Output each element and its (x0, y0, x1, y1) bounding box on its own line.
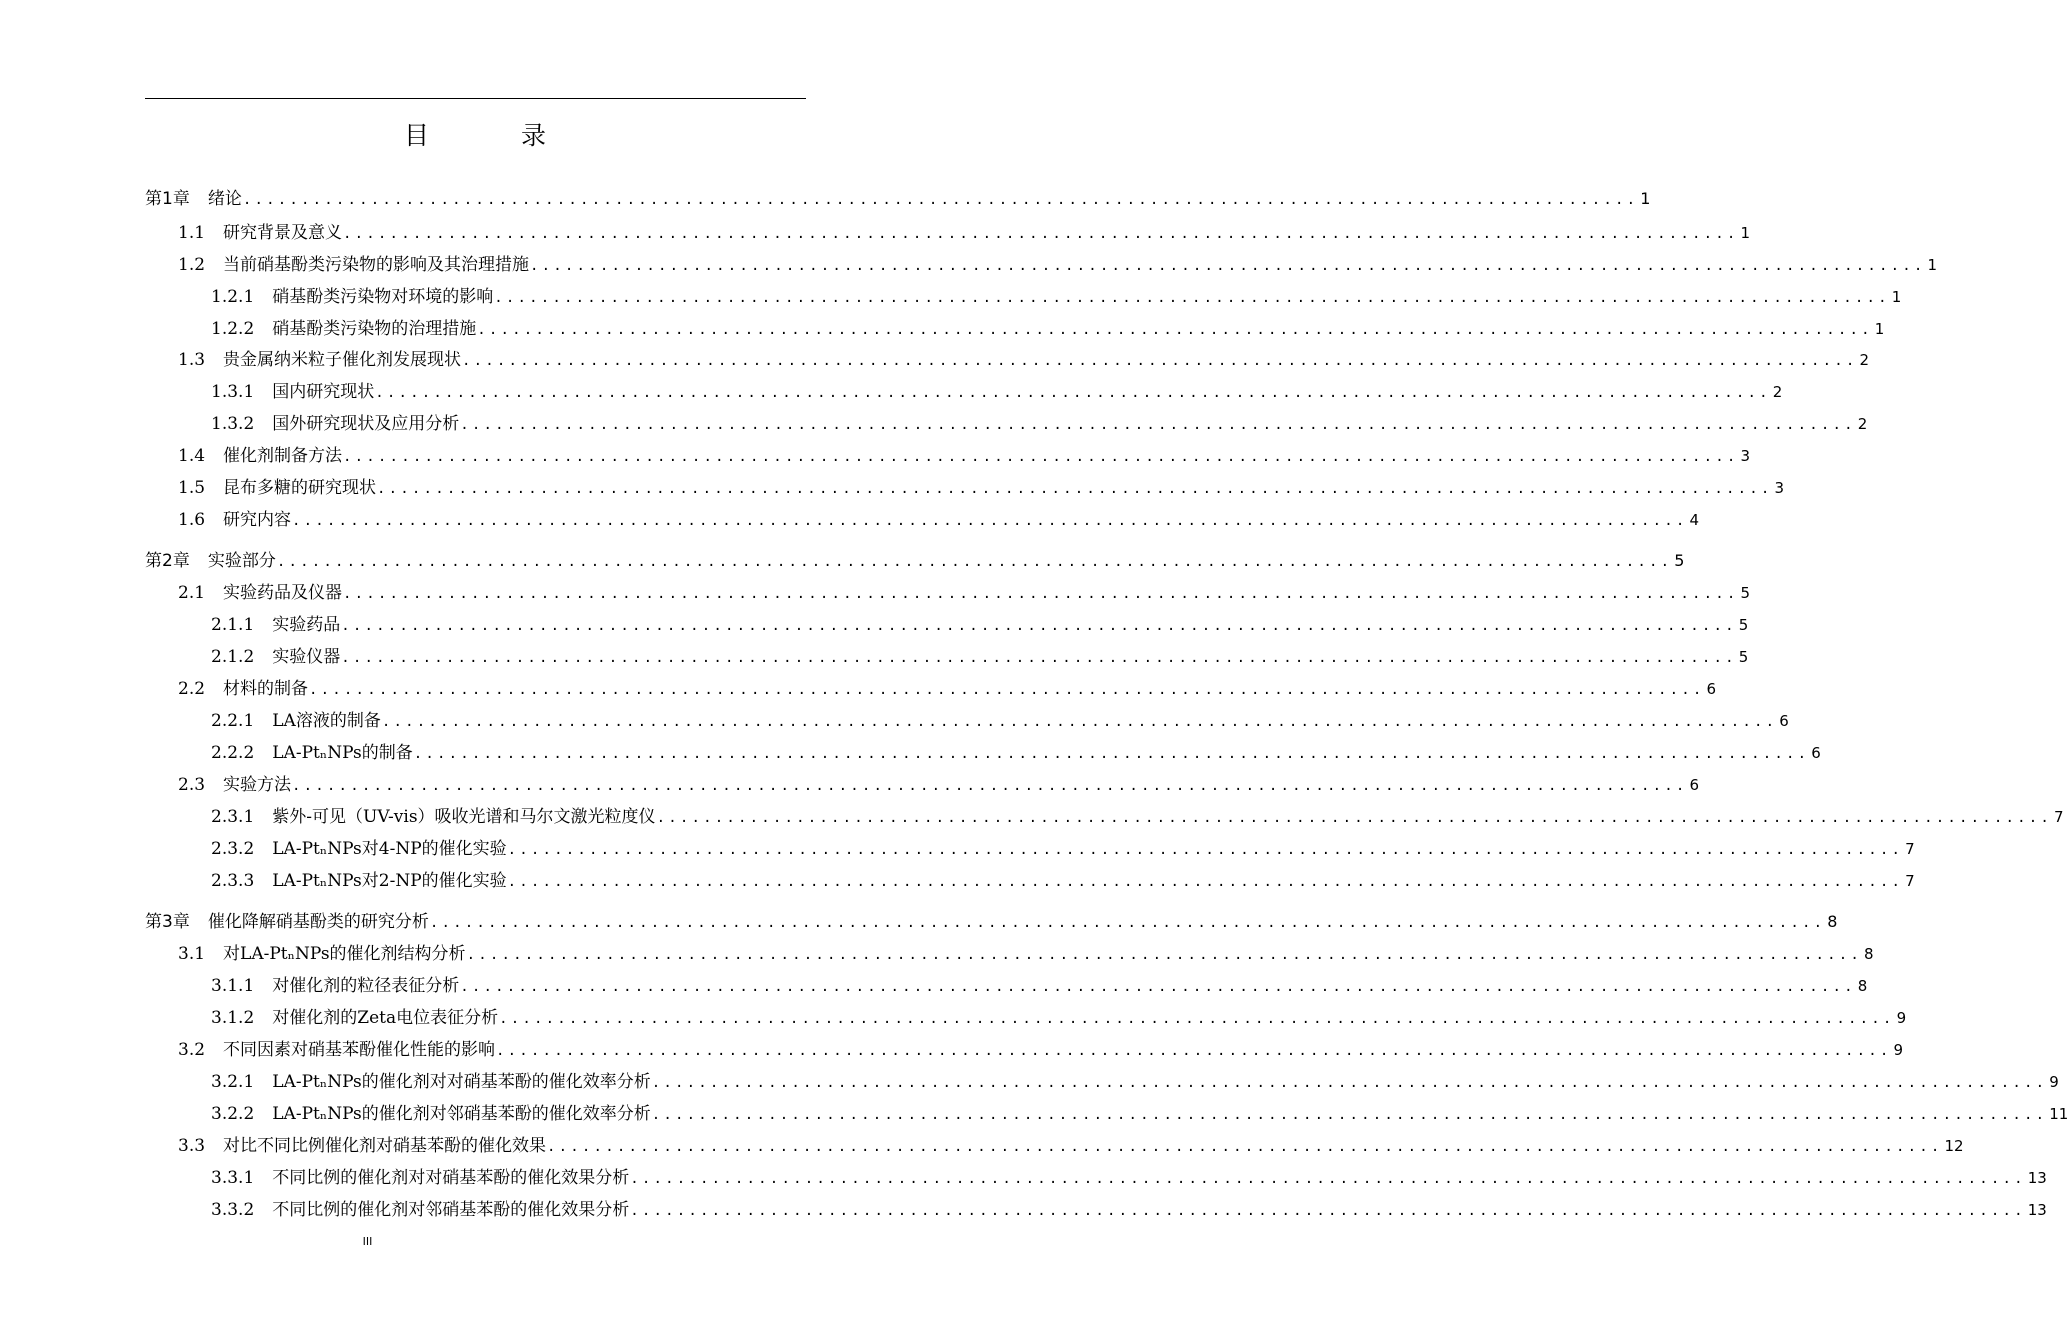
toc-entry-1-3-1[interactable] (211, 377, 1783, 402)
toc-leader: ........................................................................................................................ (292, 778, 1688, 794)
toc-leader: ........................................................................................................................ (460, 417, 1856, 433)
toc-leader: ........................................................................................................................ (343, 226, 1739, 242)
toc-leader: ........................................................................................................................ (242, 192, 1639, 208)
toc-entry-2[interactable] (145, 546, 1685, 571)
toc-page: 7 (1905, 872, 1915, 890)
toc-page: 13 (2027, 1169, 2047, 1187)
toc-entry-1-1[interactable] (178, 218, 1751, 243)
toc-number: 3.3.1 (211, 1168, 255, 1188)
toc-number: 2.2.2 (211, 743, 255, 763)
toc-number: 2.3.2 (211, 839, 255, 859)
toc-leader: ........................................................................................................................ (375, 385, 1771, 401)
toc-leader: ........................................................................................................................ (507, 842, 1904, 858)
toc-entry-1-4[interactable] (178, 441, 1751, 466)
toc-number: 3.1.2 (211, 1008, 255, 1028)
toc-page: 8 (1827, 912, 1838, 931)
toc-entry-1-6[interactable] (178, 505, 1700, 530)
toc-number: 2.1.1 (211, 615, 255, 635)
toc-page: 5 (1738, 616, 1749, 634)
toc-entry-2-2-2[interactable] (211, 738, 1821, 763)
toc-number: 3.2.1 (211, 1072, 255, 1092)
toc-page: 2 (1859, 351, 1870, 369)
toc-number: 1.4 (178, 446, 206, 466)
toc-number: 2.1.2 (211, 647, 255, 667)
toc-page: 9 (2049, 1073, 2059, 1091)
toc-number: 2.3 (178, 775, 206, 795)
toc-page: 7 (1905, 840, 1915, 858)
toc-page: 9 (1893, 1041, 1904, 1059)
toc-entry-3-1[interactable] (178, 939, 1874, 964)
toc-leader: ........................................................................................................................ (462, 353, 1858, 369)
toc-leader: ........................................................................................................................ (630, 1171, 2026, 1187)
toc-number: 第1章 (145, 189, 190, 209)
toc-number: 2.3.1 (211, 807, 255, 827)
toc-number: 1.3 (178, 350, 206, 370)
toc-number: 1.2.1 (211, 287, 255, 307)
toc-page: 6 (1689, 776, 1700, 794)
toc-page: 5 (1674, 551, 1685, 570)
toc-entry-2-2[interactable] (178, 674, 1717, 699)
toc-entry-1-5[interactable] (178, 473, 1785, 498)
toc-number: 1.5 (178, 478, 206, 498)
toc-number: 第2章 (145, 551, 190, 571)
toc-title: 不同比例的催化剂对对硝基苯酚的催化效果分析 (272, 1168, 630, 1188)
toc-page: 9 (1896, 1009, 1907, 1027)
toc-page: 6 (1706, 680, 1717, 698)
toc-entry-2-3[interactable] (178, 770, 1700, 795)
toc-title: 硝基酚类污染物对环境的影响 (272, 287, 494, 307)
toc-leader: ........................................................................................................................ (377, 481, 1773, 497)
toc-entry-3-2-1[interactable] (211, 1067, 2059, 1092)
header-rule (145, 98, 806, 99)
toc-entry-2-2-1[interactable] (211, 706, 1789, 731)
toc-leader: ........................................................................................................................ (292, 513, 1688, 529)
toc-page: 6 (1779, 712, 1789, 730)
toc-leader: ........................................................................................................................ (429, 915, 1826, 931)
toc-entry-3-2-2[interactable] (211, 1099, 2068, 1124)
toc-leader: ........................................................................................................................ (466, 947, 1863, 963)
toc-entry-1-3[interactable] (178, 345, 1870, 370)
toc-leader: ........................................................................................................................ (499, 1011, 1895, 1027)
toc-title: 国外研究现状及应用分析 (272, 414, 460, 434)
toc-entry-2-1-2[interactable] (211, 642, 1749, 667)
footer-page-number: III (362, 1235, 373, 1248)
toc-page: 8 (1864, 945, 1874, 963)
toc-title: LA-PtₙNPs的催化剂对邻硝基苯酚的催化效率分析 (272, 1104, 651, 1124)
toc-page: 1 (1640, 189, 1651, 208)
toc-number: 3.1.1 (211, 976, 255, 996)
toc-page: 11 (2049, 1105, 2068, 1123)
toc-leader: ........................................................................................................................ (343, 586, 1739, 602)
toc-title: 对比不同比例催化剂对硝基苯酚的催化效果 (223, 1136, 547, 1156)
toc-title: 材料的制备 (223, 679, 309, 699)
toc-leader: ........................................................................................................................ (381, 714, 1778, 730)
toc-number: 3.3.2 (211, 1200, 255, 1220)
toc-title: 绪论 (207, 189, 242, 209)
toc-title: LA-PtₙNPs的制备 (272, 743, 413, 763)
toc-title: 贵金属纳米粒子催化剂发展现状 (223, 350, 462, 370)
toc-page: 1 (1891, 288, 1902, 306)
toc-title: 硝基酚类污染物的治理措施 (272, 319, 477, 339)
toc-entry-3-1-2[interactable] (211, 1003, 1907, 1028)
toc-title: 对催化剂的粒径表征分析 (272, 976, 460, 996)
toc-leader: ........................................................................................................................ (651, 1075, 2048, 1091)
toc-page: 2 (1857, 415, 1868, 433)
toc-leader: ........................................................................................................................ (530, 258, 1926, 274)
toc-number: 2.1 (178, 583, 206, 603)
toc-title: 紫外-可见（UV-vis）吸收光谱和马尔文激光粒度仪 (272, 807, 656, 827)
toc-leader: ........................................................................................................................ (309, 682, 1705, 698)
toc-leader: ........................................................................................................................ (547, 1139, 1943, 1155)
toc-entry-1-2[interactable] (178, 250, 1938, 275)
toc-page: 1 (1740, 224, 1751, 242)
toc-number: 2.2.1 (211, 711, 255, 731)
toc-entry-1-2-2[interactable] (211, 314, 1885, 339)
toc-page: 1 (1927, 256, 1938, 274)
toc-title: 对LA-PtₙNPs的催化剂结构分析 (223, 944, 466, 964)
toc-title: 催化降解硝基酚类的研究分析 (207, 912, 429, 932)
toc-entry-2-1-1[interactable] (211, 610, 1749, 635)
toc-leader: ........................................................................................................................ (656, 810, 2053, 826)
toc-number: 1.3.1 (211, 382, 255, 402)
toc-page: 4 (1689, 511, 1700, 529)
toc-page: 5 (1740, 584, 1751, 602)
toc-number: 1.2.2 (211, 319, 255, 339)
toc-title: 不同因素对硝基苯酚催化性能的影响 (223, 1040, 496, 1060)
toc-page: 12 (1944, 1137, 1964, 1155)
toc-title: 不同比例的催化剂对邻硝基苯酚的催化效果分析 (272, 1200, 630, 1220)
toc-title: LA溶液的制备 (272, 711, 381, 731)
toc-entry-3-3-2[interactable] (211, 1195, 2047, 1220)
toc-title: 催化剂制备方法 (223, 446, 343, 466)
toc-page: 3 (1740, 447, 1751, 465)
toc-number: 第3章 (145, 912, 190, 932)
toc-title: LA-PtₙNPs的催化剂对对硝基苯酚的催化效率分析 (272, 1072, 651, 1092)
toc-title: 实验方法 (223, 775, 292, 795)
toc-entry-1-2-1[interactable] (211, 282, 1902, 307)
toc-number: 3.2.2 (211, 1104, 255, 1124)
toc-leader: ........................................................................................................................ (341, 650, 1737, 666)
toc-title: 实验部分 (207, 551, 276, 571)
toc-leader: ........................................................................................................................ (630, 1203, 2026, 1219)
toc-entry-3[interactable] (145, 907, 1838, 932)
toc-entry-3-3-1[interactable] (211, 1163, 2047, 1188)
toc-leader: ........................................................................................................................ (494, 290, 1890, 306)
toc-leader: ........................................................................................................................ (496, 1043, 1892, 1059)
toc-title: 研究背景及意义 (223, 223, 343, 243)
toc-number: 1.6 (178, 510, 206, 530)
toc-page: 2 (1772, 383, 1783, 401)
toc-number: 3.3 (178, 1136, 206, 1156)
toc-leader: ........................................................................................................................ (413, 746, 1810, 762)
toc-title: 研究内容 (223, 510, 292, 530)
toc-page: 1 (1874, 320, 1885, 338)
toc-entry-2-3-3[interactable] (211, 866, 1915, 891)
toc-title: 实验药品及仪器 (223, 583, 343, 603)
toc-entry-3-2[interactable] (178, 1035, 1904, 1060)
page-title: 目 录 (404, 121, 588, 150)
toc-page: 8 (1857, 977, 1868, 995)
toc-title: 当前硝基酚类污染物的影响及其治理措施 (223, 255, 530, 275)
toc-number: 1.2 (178, 255, 206, 275)
toc-leader: ........................................................................................................................ (477, 322, 1873, 338)
toc-title: LA-PtₙNPs对4-NP的催化实验 (272, 839, 507, 859)
toc-title: 实验药品 (272, 615, 341, 635)
toc-entry-3-1-1[interactable] (211, 971, 1868, 996)
toc-entry-1-3-2[interactable] (211, 409, 1868, 434)
toc-page: 5 (1738, 648, 1749, 666)
toc-number: 1.1 (178, 223, 206, 243)
toc-title: LA-PtₙNPs对2-NP的催化实验 (272, 871, 507, 891)
toc-page: 13 (2027, 1201, 2047, 1219)
toc-entry-2-3-2[interactable] (211, 834, 1915, 859)
toc-title: 昆布多糖的研究现状 (223, 478, 377, 498)
toc-page: 7 (2054, 808, 2064, 826)
toc-title: 实验仪器 (272, 647, 341, 667)
toc-entry-1[interactable] (145, 184, 1651, 209)
toc-entry-2-1[interactable] (178, 578, 1751, 603)
toc-number: 2.3.3 (211, 871, 255, 891)
toc-entry-2-3-1[interactable] (211, 802, 2064, 827)
toc-leader: ........................................................................................................................ (341, 618, 1737, 634)
toc-title: 国内研究现状 (272, 382, 375, 402)
toc-number: 3.2 (178, 1040, 206, 1060)
toc-number: 3.1 (178, 944, 206, 964)
toc-number: 2.2 (178, 679, 206, 699)
toc-leader: ........................................................................................................................ (460, 979, 1856, 995)
toc-leader: ........................................................................................................................ (276, 554, 1673, 570)
toc-leader: ........................................................................................................................ (343, 449, 1739, 465)
toc-title: 对催化剂的Zeta电位表征分析 (272, 1008, 499, 1028)
toc-leader: ........................................................................................................................ (507, 874, 1904, 890)
toc-page: 6 (1811, 744, 1821, 762)
toc-leader: ........................................................................................................................ (651, 1107, 2048, 1123)
toc-number: 1.3.2 (211, 414, 255, 434)
toc-page: 3 (1774, 479, 1785, 497)
toc-entry-3-3[interactable] (178, 1131, 1964, 1156)
